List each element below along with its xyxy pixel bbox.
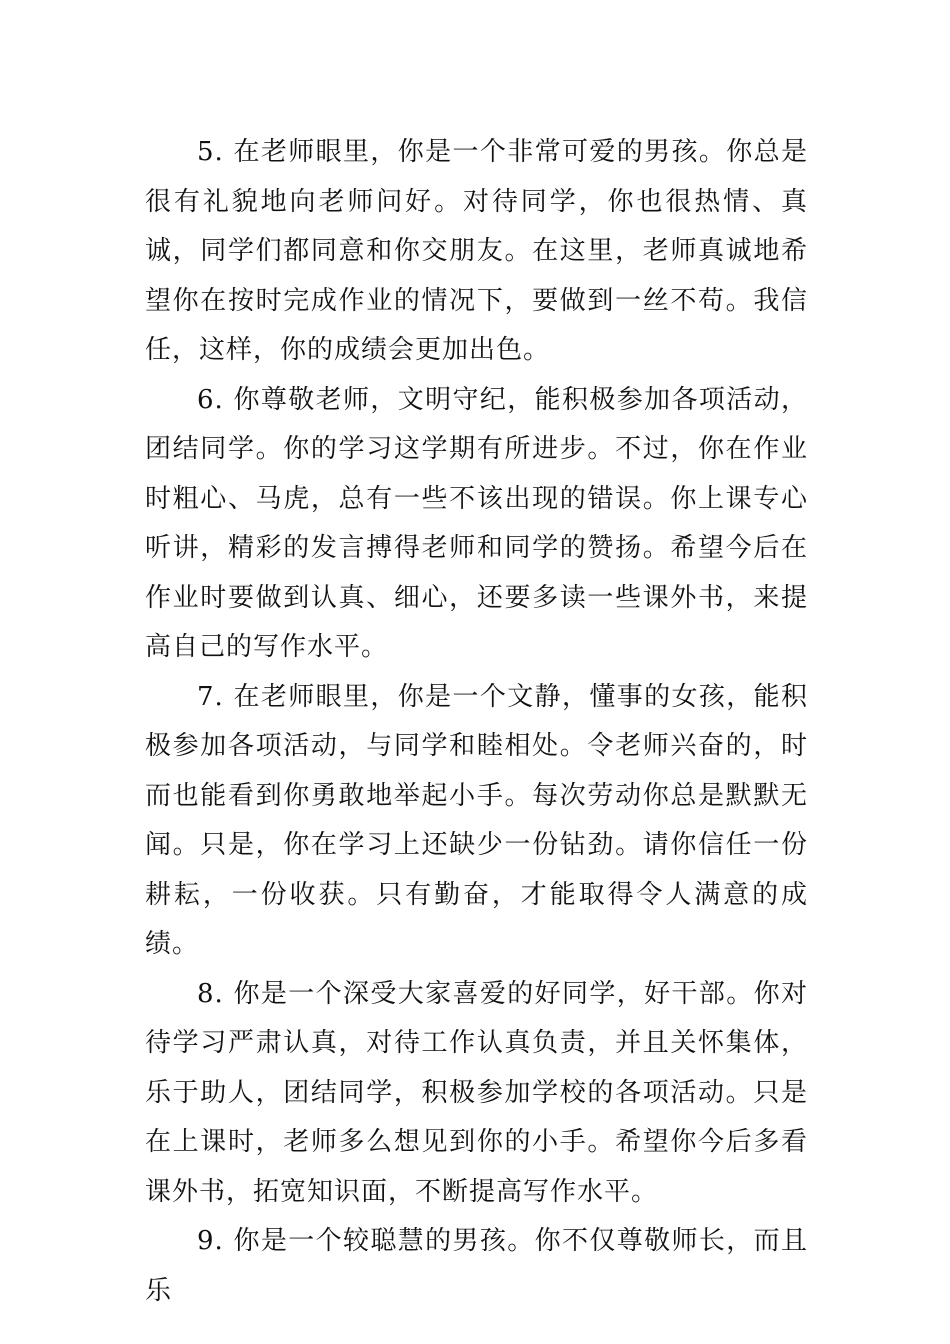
comment-paragraph-5: 5. 在老师眼里，你是一个非常可爱的男孩。你总是很有礼貌地向老师问好。对待同学，你也很热情、真诚，同学们都同意和你交朋友。在这里，老师真诚地希望你在按时完成作业的情况下，要做到一丝不苟。我信任，这样，你的成绩会更加出色。 (145, 137, 808, 365)
document-body (145, 128, 808, 1316)
comment-paragraph-8: 8. 你是一个深受大家喜爱的好同学，好干部。你对待学习严肃认真，对待工作认真负责，并且关怀集体，乐于助人，团结同学，积极参加学校的各项活动。只是在上课时，老师多么想见到你的小手。希望你今后多看课外书，拓宽知识面，不断提高写作水平。 (145, 978, 808, 1207)
comment-paragraph-7: 7. 在老师眼里，你是一个文静，懂事的女孩，能积极参加各项活动，与同学和睦相处。令老师兴奋的，时而也能看到你勇敢地举起小手。每次劳动你总是默默无闻。只是，你在学习上还缺少一份钻劲。请你信任一份耕耘，一份收获。只有勤奋，才能取得令人满意的成绩。 (145, 681, 808, 959)
comment-paragraph-9: 9. 你是一个较聪慧的男孩。你不仅尊敬师长，而且乐 (145, 1226, 808, 1306)
comment-paragraph-6: 6. 你尊敬老师，文明守纪，能积极参加各项活动，团结同学。你的学习这学期有所进步。不过，你在作业时粗心、马虎，总有一些不该出现的错误。你上课专心听讲，精彩的发言搏得老师和同学的赞扬。希望今后在作业时要做到认真、细心，还要多读一些课外书，来提高自己的写作水平。 (145, 384, 808, 662)
